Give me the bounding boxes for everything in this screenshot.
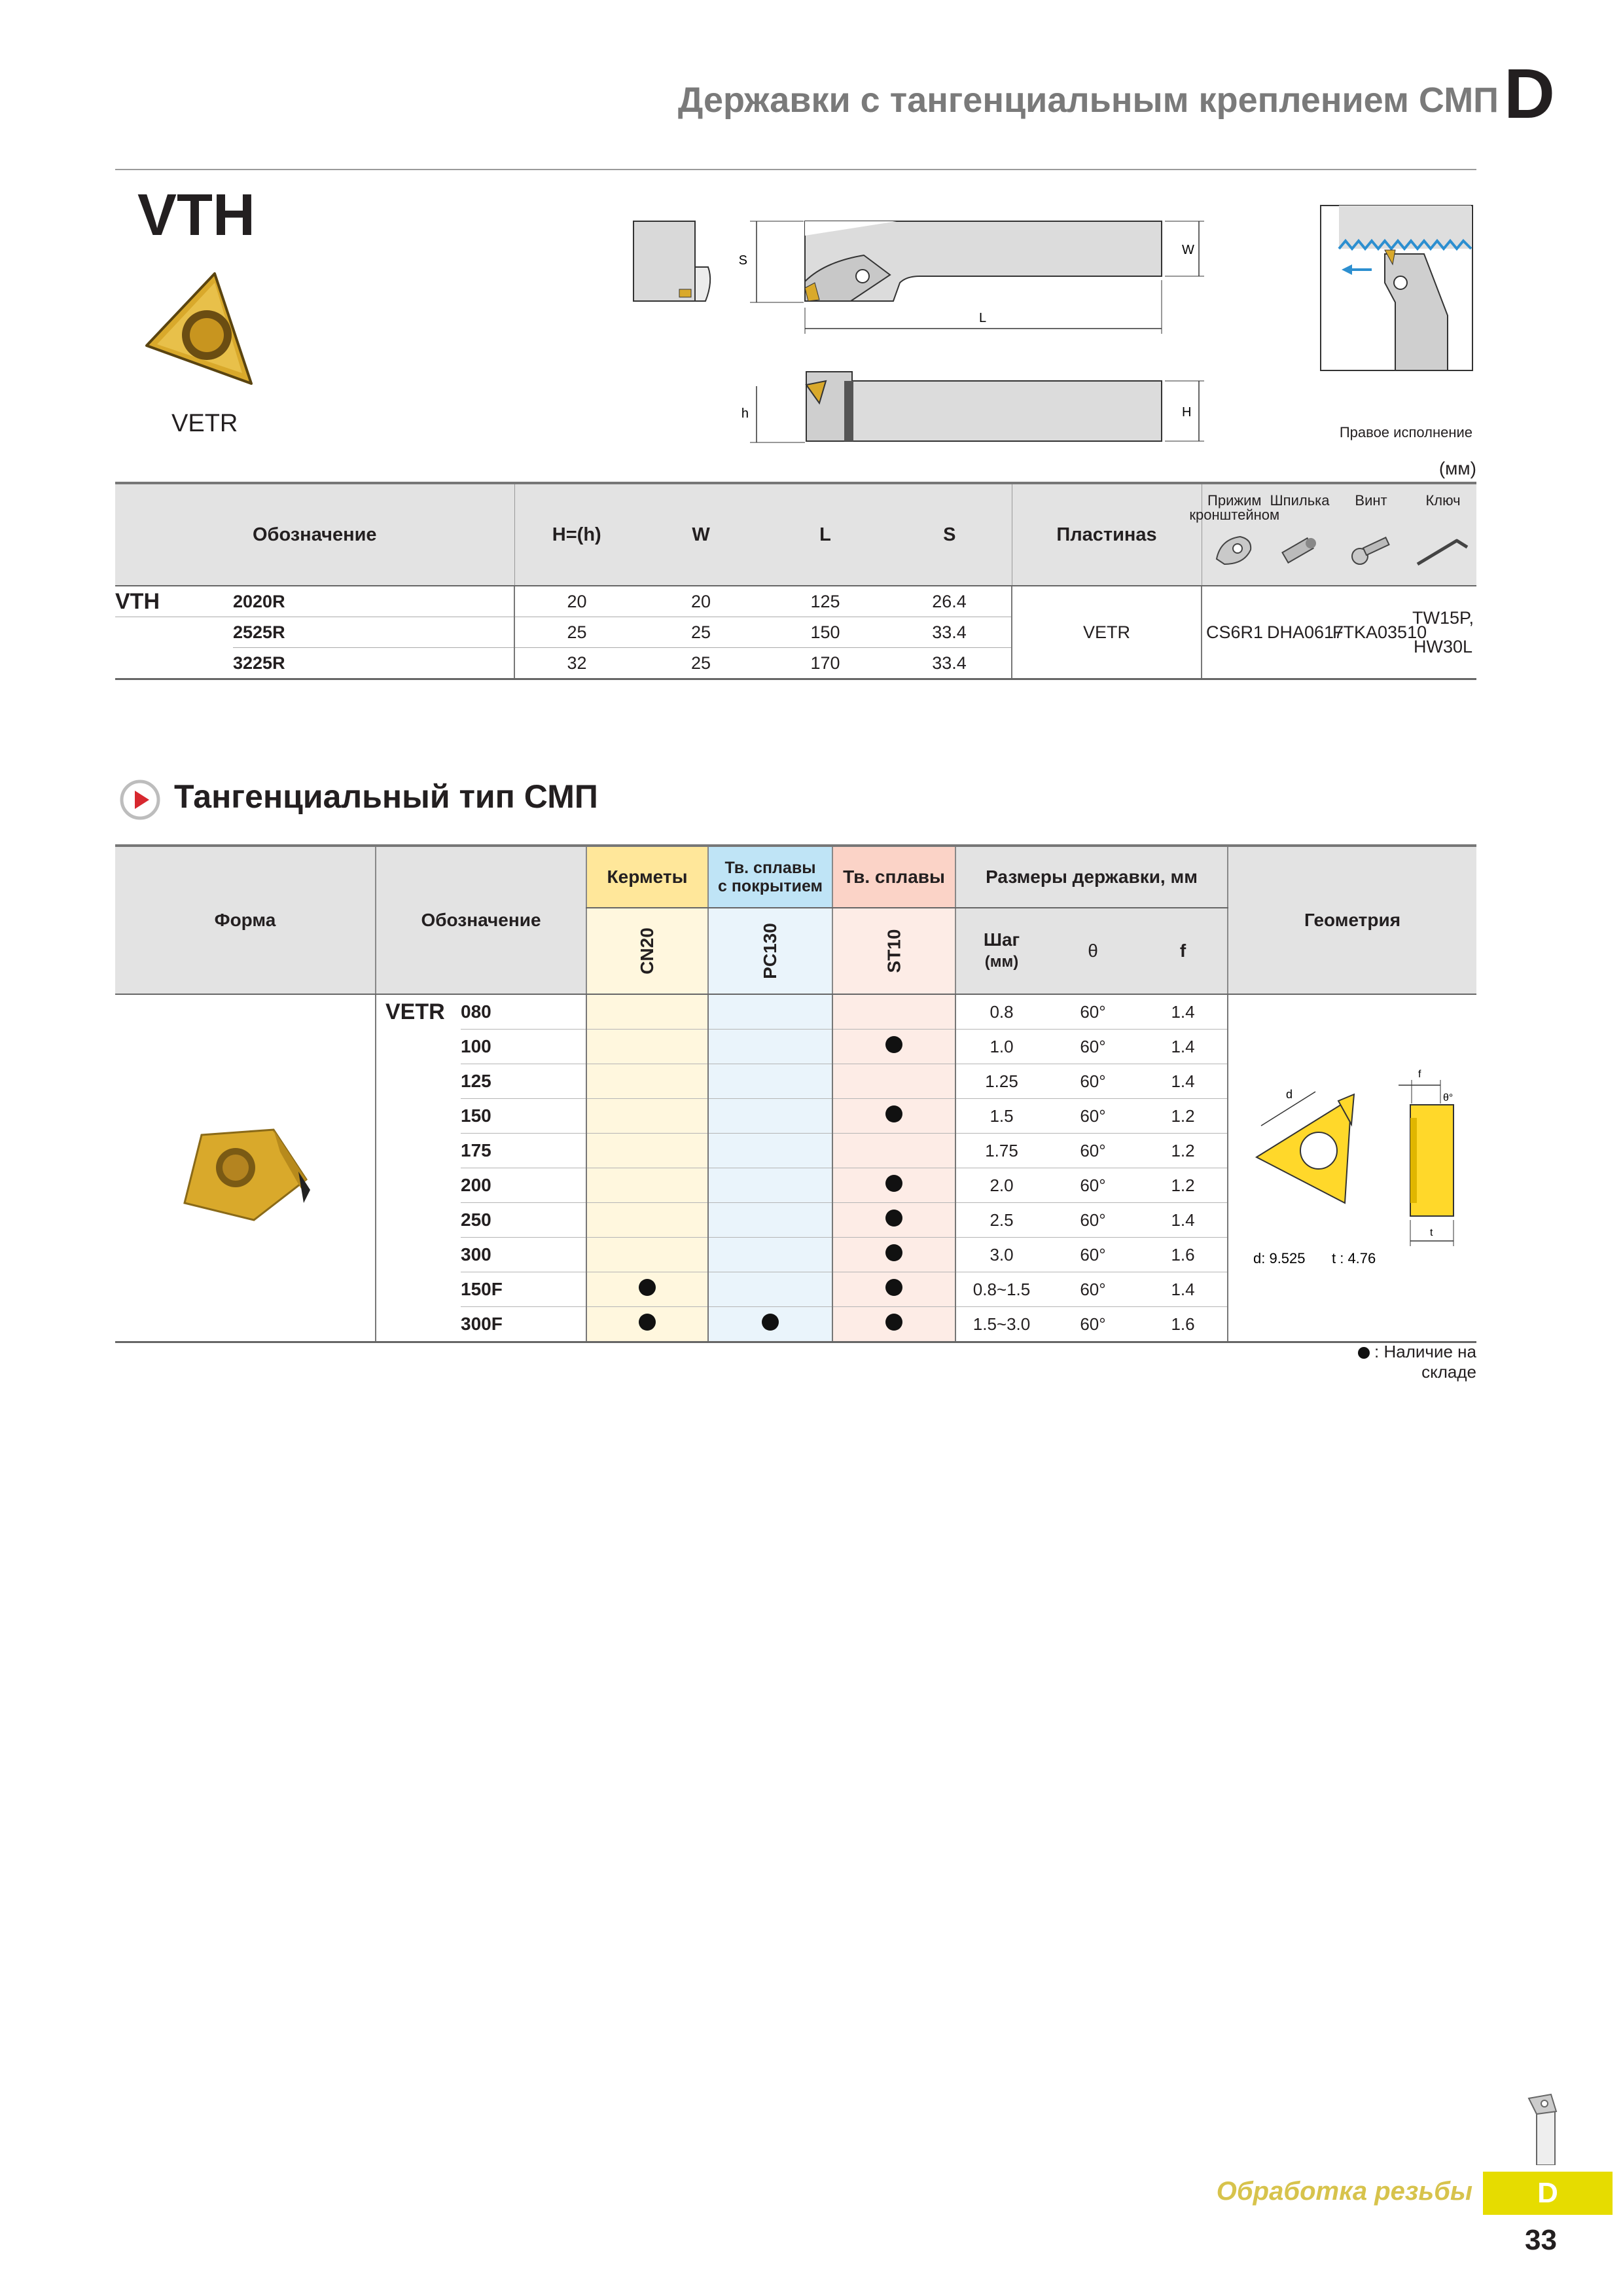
stock-cell-pc130 — [708, 1134, 832, 1168]
col-header-insert: Пластинаs — [1012, 483, 1202, 586]
section-title: Тангенциальный тип СМП — [174, 778, 598, 815]
insert-code: 300 — [461, 1238, 586, 1272]
insert-code: 150F — [461, 1272, 586, 1307]
series-label: VTH — [115, 586, 233, 617]
units-label: (мм) — [1438, 458, 1476, 478]
in-stock-dot-icon — [639, 1314, 656, 1331]
col-header-w: W — [639, 483, 763, 586]
geom-angle-label: θ° — [1443, 1092, 1454, 1103]
col-header-f: f — [1139, 908, 1228, 994]
holder-code: 3225R — [233, 648, 514, 679]
cell-f: 1.4 — [1139, 1203, 1228, 1238]
stock-cell-pc130 — [708, 1307, 832, 1342]
insert-code: 125 — [461, 1064, 586, 1099]
key-line-1: TW15P, — [1412, 608, 1474, 628]
screw-icon — [1348, 530, 1394, 569]
dim-w-label: W — [1182, 243, 1194, 257]
insert-code: 150 — [461, 1099, 586, 1134]
col-header-holder-dims: Размеры державки, мм — [955, 846, 1228, 908]
cell-f: 1.4 — [1139, 1064, 1228, 1099]
footer-section-text: Обработка резьбы — [1216, 2177, 1472, 2206]
in-stock-dot-icon — [885, 1314, 902, 1331]
in-stock-dot-icon — [885, 1175, 902, 1192]
stock-cell-cn20 — [586, 994, 708, 1030]
stock-cell-pc130 — [708, 1099, 832, 1134]
stock-cell-pc130 — [708, 1238, 832, 1272]
page-number: 33 — [1525, 2224, 1557, 2256]
cell-pitch: 1.0 — [955, 1030, 1047, 1064]
cell-theta: 60° — [1047, 1064, 1139, 1099]
holder-technical-drawing — [628, 209, 1224, 445]
col-header-stud: Шпилька — [1267, 483, 1332, 586]
cell-theta: 60° — [1047, 1099, 1139, 1134]
stock-cell-cn20 — [586, 1134, 708, 1168]
cell-f: 1.2 — [1139, 1168, 1228, 1203]
cell-w: 25 — [639, 648, 763, 679]
cell-stud: DHA0617 — [1267, 586, 1332, 679]
col-header-pitch: Шаг (мм) — [955, 908, 1047, 994]
stock-dot-icon — [1358, 1347, 1370, 1359]
col-header-key: Ключ — [1410, 483, 1476, 586]
stock-cell-cn20 — [586, 1203, 708, 1238]
cell-s: 33.4 — [887, 617, 1012, 648]
geom-t-value: t : 4.76 — [1332, 1250, 1376, 1266]
cell-l: 150 — [763, 617, 887, 648]
stock-cell-st10 — [832, 1030, 955, 1064]
in-stock-dot-icon — [639, 1279, 656, 1296]
col-header-designation: Обозначение — [376, 846, 586, 994]
clamp-icon — [1211, 530, 1257, 569]
stock-cell-cn20 — [586, 1030, 708, 1064]
col-header-cermets: Керметы — [586, 846, 708, 908]
cell-pitch: 1.5~3.0 — [955, 1307, 1047, 1342]
cell-clamp: CS6R1 — [1202, 586, 1267, 679]
product-code: VTH — [137, 183, 255, 248]
cell-f: 1.4 — [1139, 1030, 1228, 1064]
geom-d-label: d — [1286, 1088, 1293, 1101]
insert-code: 080 — [461, 994, 586, 1030]
insert-geometry-drawing — [1247, 1052, 1476, 1268]
in-stock-dot-icon — [885, 1244, 902, 1261]
cell-screw: FTKA03510 — [1332, 586, 1410, 679]
table-row — [115, 586, 1476, 617]
grade-st10: ST10 — [832, 908, 955, 994]
cell-hh: 20 — [514, 586, 639, 617]
cell-theta: 60° — [1047, 1030, 1139, 1064]
in-stock-dot-icon — [885, 1279, 902, 1296]
cell-theta: 60° — [1047, 1168, 1139, 1203]
geom-d-value: d: 9.525 — [1253, 1250, 1306, 1266]
insert-code: 300F — [461, 1307, 586, 1342]
stock-cell-pc130 — [708, 1203, 832, 1238]
stock-cell-pc130 — [708, 994, 832, 1030]
stock-cell-cn20 — [586, 1168, 708, 1203]
vetr-insert-image — [141, 268, 259, 386]
stock-cell-st10 — [832, 1238, 955, 1272]
stock-cell-cn20 — [586, 1064, 708, 1099]
stock-cell-st10 — [832, 1203, 955, 1238]
stock-cell-st10 — [832, 1064, 955, 1099]
cell-f: 1.2 — [1139, 1099, 1228, 1134]
cell-theta: 60° — [1047, 1307, 1139, 1342]
in-stock-dot-icon — [885, 1036, 902, 1053]
insert-code: 100 — [461, 1030, 586, 1064]
col-header-carbides: Тв. сплавы — [832, 846, 955, 908]
dim-H-label: H — [1182, 405, 1192, 420]
dim-l-label: L — [979, 311, 987, 325]
stock-cell-st10 — [832, 1307, 955, 1342]
holder-code: 2020R — [233, 586, 514, 617]
page-header-title: Державки с тангенциальным креплением СМП — [677, 81, 1499, 120]
in-stock-dot-icon — [762, 1314, 779, 1331]
stock-cell-st10 — [832, 994, 955, 1030]
section-letter: D — [1504, 54, 1555, 133]
stock-cell-cn20 — [586, 1272, 708, 1307]
cell-l: 125 — [763, 586, 887, 617]
stock-cell-cn20 — [586, 1099, 708, 1134]
tool-holder-icon — [1522, 2092, 1568, 2165]
right-hand-version-label: Правое исполнение — [1339, 424, 1472, 440]
cell-s: 26.4 — [887, 586, 1012, 617]
hex-key-icon — [1414, 530, 1472, 569]
stock-cell-pc130 — [708, 1272, 832, 1307]
cell-f: 1.2 — [1139, 1134, 1228, 1168]
dim-s-label: S — [738, 253, 747, 268]
cell-insert: VETR — [1012, 586, 1202, 679]
insert-code: 250 — [461, 1203, 586, 1238]
cell-pitch: 2.5 — [955, 1203, 1047, 1238]
col-header-designation: Обозначение — [115, 483, 514, 586]
table-row — [115, 994, 1476, 1030]
cell-pitch: 0.8 — [955, 994, 1047, 1030]
cell-hh: 25 — [514, 617, 639, 648]
holder-dimensions-table — [115, 482, 1476, 680]
stock-cell-pc130 — [708, 1030, 832, 1064]
header-divider — [115, 169, 1476, 170]
cell-w: 20 — [639, 586, 763, 617]
insert-code: 175 — [461, 1134, 586, 1168]
col-header-coated: Тв. сплавы с покрытием — [708, 846, 832, 908]
col-header-hh: H=(h) — [514, 483, 639, 586]
col-header-screw: Винт — [1332, 483, 1410, 586]
col-header-l: L — [763, 483, 887, 586]
in-stock-dot-icon — [885, 1210, 902, 1227]
stock-legend-text: : Наличие на складе — [1374, 1342, 1476, 1382]
col-header-shape: Форма — [115, 846, 376, 994]
stud-icon — [1277, 530, 1323, 569]
stock-cell-st10 — [832, 1134, 955, 1168]
stock-legend — [1302, 1342, 1476, 1382]
key-line-2: HW30L — [1414, 637, 1473, 656]
cell-pitch: 2.0 — [955, 1168, 1047, 1203]
insert-name-label: VETR — [171, 410, 238, 437]
col-header-s: S — [887, 483, 1012, 586]
cell-l: 170 — [763, 648, 887, 679]
stock-cell-cn20 — [586, 1238, 708, 1272]
cell-pitch: 3.0 — [955, 1238, 1047, 1272]
cell-s: 33.4 — [887, 648, 1012, 679]
col-header-clamp: Прижим кронштейном — [1202, 483, 1267, 586]
play-arrow-icon — [119, 779, 161, 821]
stock-cell-st10 — [832, 1272, 955, 1307]
dim-h-label: h — [741, 406, 749, 421]
footer-section-tab: D — [1483, 2172, 1613, 2215]
cell-theta: 60° — [1047, 994, 1139, 1030]
stock-cell-pc130 — [708, 1064, 832, 1099]
cell-theta: 60° — [1047, 1272, 1139, 1307]
cell-pitch: 1.25 — [955, 1064, 1047, 1099]
stock-cell-pc130 — [708, 1168, 832, 1203]
grade-pc130: PC130 — [708, 908, 832, 994]
geom-t-label: t — [1430, 1227, 1433, 1238]
stock-cell-cn20 — [586, 1307, 708, 1342]
series-label: VETR — [376, 994, 461, 1030]
cell-f: 1.4 — [1139, 994, 1228, 1030]
col-header-geometry: Геометрия — [1228, 846, 1476, 994]
cell-f: 1.4 — [1139, 1272, 1228, 1307]
stock-cell-st10 — [832, 1099, 955, 1134]
cell-key — [1410, 586, 1476, 679]
cell-f: 1.6 — [1139, 1238, 1228, 1272]
vetr-insert-photo — [175, 1126, 313, 1224]
col-header-theta: θ — [1047, 908, 1139, 994]
cell-theta: 60° — [1047, 1203, 1139, 1238]
cell-w: 25 — [639, 617, 763, 648]
threading-operation-illustration — [1319, 204, 1474, 372]
cell-pitch: 0.8~1.5 — [955, 1272, 1047, 1307]
holder-code: 2525R — [233, 617, 514, 648]
cell-pitch: 1.5 — [955, 1099, 1047, 1134]
grade-cn20: CN20 — [586, 908, 708, 994]
geom-f-label: f — [1418, 1069, 1421, 1080]
insert-code: 200 — [461, 1168, 586, 1203]
cell-theta: 60° — [1047, 1238, 1139, 1272]
in-stock-dot-icon — [885, 1105, 902, 1122]
cell-pitch: 1.75 — [955, 1134, 1047, 1168]
stock-cell-st10 — [832, 1168, 955, 1203]
cell-hh: 32 — [514, 648, 639, 679]
cell-f: 1.6 — [1139, 1307, 1228, 1342]
cell-theta: 60° — [1047, 1134, 1139, 1168]
